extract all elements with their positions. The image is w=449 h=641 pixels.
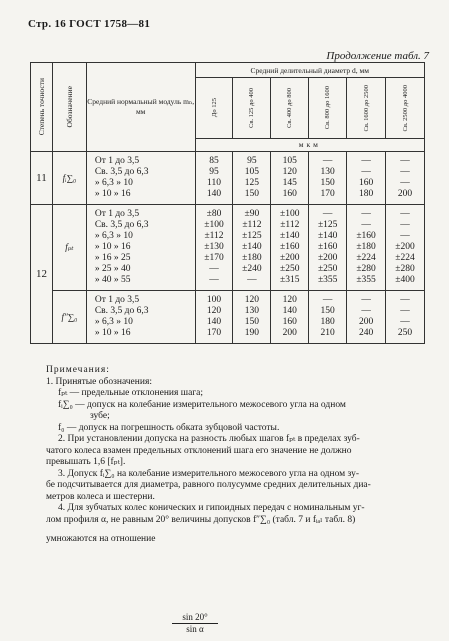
col-symbol-header: Обозначение bbox=[52, 63, 86, 152]
cell-line: От 1 до 3,5 bbox=[94, 295, 140, 305]
cell-line: От 1 до 3,5 bbox=[94, 156, 140, 166]
diameter-col-2: Св. 400 до 800 bbox=[271, 78, 309, 138]
cell-line: ±140 bbox=[242, 242, 262, 252]
cell-line: ±80 bbox=[206, 209, 222, 219]
cell-line: ±160 bbox=[280, 242, 300, 252]
cell-line: — bbox=[247, 275, 257, 285]
cell-line: 160 bbox=[358, 178, 374, 188]
cell-line: — bbox=[361, 220, 371, 230]
cell-line: — bbox=[209, 264, 219, 274]
notes-title: Примечания: bbox=[46, 365, 110, 375]
value-cell bbox=[233, 205, 271, 291]
cell-line: — bbox=[361, 306, 371, 316]
cell-line: 160 bbox=[282, 189, 297, 199]
value-cell bbox=[347, 291, 386, 344]
note-2-cont: чатого колеса взамен предельных отклонений шага его значение не должно bbox=[46, 445, 352, 456]
value-cell bbox=[309, 291, 347, 344]
cell-line: Св. 3,5 до 6,3 bbox=[94, 306, 149, 316]
cell-line: » 40 » 55 bbox=[94, 275, 131, 285]
units-row: мкм bbox=[195, 138, 424, 151]
cell-line: — bbox=[209, 275, 219, 285]
module-range-cell bbox=[86, 205, 195, 291]
degree-cell: 11 bbox=[31, 152, 53, 205]
cell-line: ±100 bbox=[204, 220, 224, 230]
cell-line: ±240 bbox=[242, 264, 262, 274]
table-row-group-11 bbox=[31, 152, 425, 205]
cell-line: ±280 bbox=[356, 264, 376, 274]
cell-line: 200 bbox=[397, 189, 413, 199]
cell-line: 180 bbox=[358, 189, 374, 199]
value-cell bbox=[271, 205, 309, 291]
cell-line: ±180 bbox=[356, 242, 376, 252]
note-2: 2. При установлении допуска на разность любых шагов fₚₜ в пределах зуб- bbox=[58, 434, 360, 444]
note-4-end: умножаются на отношение bbox=[46, 534, 156, 544]
table-continuation-label: Продолжение табл. 7 bbox=[326, 50, 429, 62]
diameter-col-4: Св. 1600 до 2500 bbox=[347, 78, 386, 138]
cell-line: 120 bbox=[282, 167, 297, 177]
cell-line: 190 bbox=[244, 328, 260, 338]
cell-line: » 10 » 16 bbox=[94, 189, 131, 199]
cell-line: — bbox=[400, 295, 410, 305]
diameter-col-3: Св. 800 до 1600 bbox=[309, 78, 347, 138]
value-cell bbox=[271, 152, 309, 205]
cell-line: 140 bbox=[282, 306, 297, 316]
cell-line: ±180 bbox=[242, 253, 262, 263]
cell-line: 125 bbox=[244, 178, 260, 188]
cell-line: 140 bbox=[206, 189, 222, 199]
diameter-col-0: До 125 bbox=[195, 78, 233, 138]
cell-line: ±224 bbox=[395, 253, 415, 263]
cell-line: » 6,3 » 10 bbox=[94, 178, 133, 188]
cell-line: ±200 bbox=[395, 242, 415, 252]
value-cell bbox=[309, 205, 347, 291]
cell-line: » 16 » 25 bbox=[94, 253, 131, 263]
cell-line: 210 bbox=[320, 328, 335, 338]
cell-line: » 6,3 » 10 bbox=[94, 231, 133, 241]
fraction-numerator: sin 20° bbox=[172, 612, 218, 624]
cell-line: ±315 bbox=[280, 275, 300, 285]
cell-line: ±200 bbox=[317, 253, 338, 263]
symbol-cell: f″∑₀ bbox=[52, 291, 86, 344]
cell-line: — bbox=[400, 306, 410, 316]
note-4-cont: лом профиля α, не равным 20° величины допусков f″∑₀ (табл. 7 и fᵢₐₗ табл. 8) bbox=[46, 514, 356, 525]
value-cell bbox=[233, 291, 271, 344]
cell-line: 160 bbox=[282, 317, 297, 327]
cell-line: 150 bbox=[320, 306, 335, 316]
cell-line: 240 bbox=[358, 328, 374, 338]
cell-line: 95 bbox=[247, 156, 257, 166]
table-row-group-12-fsum bbox=[31, 291, 425, 344]
symbol-cell: fᵢ∑₀ bbox=[52, 152, 86, 205]
cell-line: ±160 bbox=[356, 231, 376, 241]
cell-line: 105 bbox=[282, 156, 297, 166]
cell-line: 120 bbox=[206, 306, 222, 316]
cell-line: 130 bbox=[320, 167, 335, 177]
definition-fc: f₀ — допуск на погрешность обката зубцовой частоты. bbox=[58, 422, 280, 433]
cell-line: ±400 bbox=[395, 275, 415, 285]
cell-line: ±140 bbox=[280, 231, 300, 241]
cell-line: 170 bbox=[320, 189, 335, 199]
cell-line: — bbox=[400, 178, 410, 188]
module-range-cell bbox=[86, 291, 195, 344]
col-diameter-header: Средний делительный диаметр d, мм bbox=[195, 63, 424, 78]
degree-cell: 12 bbox=[31, 205, 53, 344]
cell-line: ±90 bbox=[244, 209, 260, 219]
col-degree-header: Степень точности bbox=[31, 63, 53, 152]
cell-line: — bbox=[400, 231, 410, 241]
note-4: 4. Для зубчатых колес конических и гипоидных передач с номинальным уг- bbox=[58, 503, 365, 513]
sine-ratio-fraction bbox=[172, 612, 218, 634]
cell-line: 85 bbox=[209, 156, 219, 166]
note-1: 1. Принятые обозначения: bbox=[46, 376, 152, 387]
cell-line: — bbox=[400, 209, 410, 219]
cell-line: 200 bbox=[282, 328, 297, 338]
fraction-denominator: sin α bbox=[186, 624, 204, 634]
cell-line: ±250 bbox=[317, 264, 338, 274]
cell-line: » 25 » 40 bbox=[94, 264, 131, 274]
tolerance-table bbox=[30, 62, 425, 344]
cell-line: ±100 bbox=[280, 209, 300, 219]
value-cell bbox=[195, 291, 233, 344]
cell-line: 250 bbox=[397, 328, 413, 338]
cell-line: 145 bbox=[282, 178, 297, 188]
cell-line: Св. 3,5 до 6,3 bbox=[94, 167, 149, 177]
value-cell bbox=[233, 152, 271, 205]
cell-line: 100 bbox=[206, 295, 222, 305]
value-cell bbox=[347, 205, 386, 291]
cell-line: ±355 bbox=[356, 275, 376, 285]
cell-line: — bbox=[322, 209, 333, 219]
cell-line: 95 bbox=[209, 167, 219, 177]
cell-line: ±160 bbox=[317, 242, 338, 252]
note-3-cont: бе подсчитывается для диаметра, равного полусумме средних делительных диа- bbox=[46, 480, 371, 490]
cell-line: Св. 3,5 до 6,3 bbox=[94, 220, 149, 230]
cell-line: 200 bbox=[358, 317, 374, 327]
symbol-cell: fₚₜ bbox=[52, 205, 86, 291]
value-cell bbox=[309, 152, 347, 205]
cell-line: ±140 bbox=[317, 231, 338, 241]
cell-line: 120 bbox=[282, 295, 297, 305]
cell-line: — bbox=[361, 209, 371, 219]
cell-line: ±125 bbox=[317, 220, 338, 230]
value-cell bbox=[386, 205, 425, 291]
cell-line: ±280 bbox=[395, 264, 415, 274]
cell-line: 170 bbox=[206, 328, 222, 338]
cell-line: ±355 bbox=[317, 275, 338, 285]
cell-line: — bbox=[400, 167, 410, 177]
cell-line: ±112 bbox=[280, 220, 300, 230]
cell-line: » 10 » 16 bbox=[94, 328, 131, 338]
cell-line: ±130 bbox=[204, 242, 224, 252]
notes-section bbox=[46, 365, 422, 546]
cell-line: 130 bbox=[244, 306, 260, 316]
cell-line: — bbox=[361, 167, 371, 177]
note-3-end: метров колеса и шестерни. bbox=[46, 491, 155, 502]
value-cell bbox=[386, 152, 425, 205]
module-range-cell bbox=[86, 152, 195, 205]
cell-line: — bbox=[400, 156, 410, 166]
cell-line: От 1 до 3,5 bbox=[94, 209, 140, 219]
cell-line: » 6,3 » 10 bbox=[94, 317, 133, 327]
cell-line: — bbox=[400, 317, 410, 327]
value-cell bbox=[195, 205, 233, 291]
cell-line: ±112 bbox=[242, 220, 262, 230]
cell-line: 120 bbox=[244, 295, 260, 305]
cell-line: ±224 bbox=[356, 253, 376, 263]
cell-line: — bbox=[361, 295, 371, 305]
value-cell bbox=[347, 152, 386, 205]
cell-line: ±125 bbox=[242, 231, 262, 241]
value-cell bbox=[271, 291, 309, 344]
cell-line: 140 bbox=[206, 317, 222, 327]
cell-line: ±200 bbox=[280, 253, 300, 263]
cell-line: ±250 bbox=[280, 264, 300, 274]
cell-line: ±112 bbox=[204, 231, 224, 241]
table-row-group-12-fpt bbox=[31, 205, 425, 291]
definition-fpt: fₚₜ — предельные отклонения шага; bbox=[58, 388, 204, 398]
note-2-end: превышать 1,6 [fₚₜ]. bbox=[46, 457, 126, 467]
cell-line: — bbox=[322, 295, 333, 305]
value-cell bbox=[386, 291, 425, 344]
cell-line: — bbox=[361, 156, 371, 166]
note-3: 3. Допуск fᵢ∑₀ на колебание измерительного межосевого угла на одном зу- bbox=[58, 468, 360, 479]
cell-line: — bbox=[322, 156, 333, 166]
definition-fisum-cont: зубе; bbox=[90, 411, 110, 421]
cell-line: 150 bbox=[320, 178, 335, 188]
value-cell bbox=[195, 152, 233, 205]
cell-line: 105 bbox=[244, 167, 260, 177]
cell-line: — bbox=[400, 220, 410, 230]
cell-line: 110 bbox=[207, 178, 221, 188]
page-header: Стр. 16 ГОСТ 1758—81 bbox=[28, 18, 151, 30]
col-module-header: Средний нормальный модуль mₙ, мм bbox=[86, 63, 195, 152]
diameter-col-1: Св. 125 до 400 bbox=[233, 78, 271, 138]
cell-line: ±170 bbox=[204, 253, 224, 263]
cell-line: » 10 » 16 bbox=[94, 242, 131, 252]
definition-fisum: fᵢ∑₀ — допуск на колебание измерительного межосевого угла на одном bbox=[58, 399, 346, 410]
cell-line: 150 bbox=[244, 189, 260, 199]
cell-line: 180 bbox=[320, 317, 335, 327]
diameter-col-5: Св. 2500 до 4000 bbox=[386, 78, 425, 138]
cell-line: 150 bbox=[244, 317, 260, 327]
